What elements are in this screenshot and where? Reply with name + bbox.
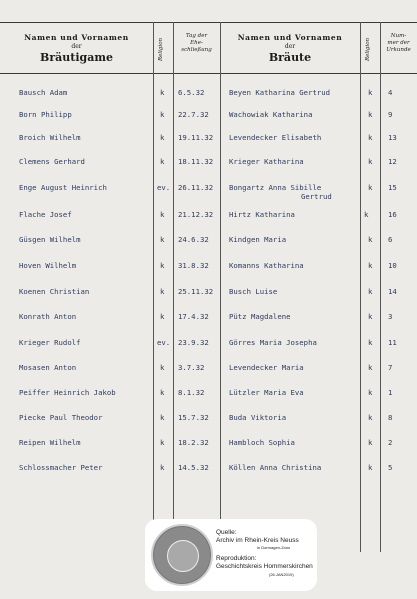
society-seal-icon: [151, 524, 213, 586]
bride-column-header: [220, 23, 360, 73]
certificate-number: 12: [388, 157, 397, 166]
nr-header-line1: Num-: [390, 33, 407, 39]
groom-religion: k: [160, 235, 165, 244]
groom-religion: k: [160, 413, 165, 422]
religion1-column-header: [153, 23, 173, 73]
groom-name: Flache Josef: [19, 210, 72, 219]
groom-header-mid: der: [71, 43, 82, 50]
bride-religion: k: [368, 235, 373, 244]
number-column-header: [380, 23, 417, 73]
bride-religion: k: [368, 338, 373, 347]
marriage-date: 18.2.32: [178, 438, 209, 447]
table-row: [0, 413, 417, 427]
table-row: [0, 438, 417, 452]
bride-religion: k: [364, 210, 369, 219]
religion1-label: Religion: [158, 37, 164, 61]
source-value: Archiv im Rhein-Kreis Neuss: [216, 537, 299, 544]
groom-name: Enge August Heinrich: [19, 183, 107, 192]
groom-religion: k: [160, 210, 165, 219]
religion2-column-header: [360, 23, 380, 73]
date-header-line2: Ehe-: [190, 40, 203, 46]
certificate-number: 4: [388, 88, 393, 97]
marriage-date: 8.1.32: [178, 388, 205, 397]
date-header-line3: schließung: [181, 47, 212, 53]
marriage-date: 19.11.32: [178, 133, 214, 142]
bride-header-top: Namen und Vornamen: [237, 33, 343, 42]
archive-source-stamp: [145, 519, 317, 591]
marriage-date: 18.11.32: [178, 157, 214, 166]
groom-name: Schlossmacher Peter: [19, 463, 103, 472]
bride-name: Busch Luise: [229, 287, 278, 296]
table-row: [0, 261, 417, 275]
table-row: [0, 363, 417, 377]
table-row: [0, 388, 417, 402]
marriage-date: 24.6.32: [178, 235, 209, 244]
marriage-date: 6.5.32: [178, 88, 205, 97]
bride-name: Lützler Maria Eva: [229, 388, 304, 397]
certificate-number: 7: [388, 363, 393, 372]
groom-religion: k: [160, 287, 165, 296]
marriage-date: 14.5.32: [178, 463, 209, 472]
bride-religion: k: [368, 183, 373, 192]
groom-religion: k: [160, 157, 165, 166]
bride-name: Pütz Magdalene: [229, 312, 291, 321]
bride-religion: k: [368, 157, 373, 166]
groom-religion: k: [160, 312, 165, 321]
certificate-number: 15: [388, 183, 397, 192]
bride-religion: k: [368, 287, 373, 296]
bride-name: Hambloch Sophia: [229, 438, 295, 447]
groom-name: Piecke Paul Theodor: [19, 413, 103, 422]
certificate-number: 5: [388, 463, 393, 472]
groom-religion: k: [160, 438, 165, 447]
marriage-date: 22.7.32: [178, 110, 209, 119]
marriage-date: 3.7.32: [178, 363, 205, 372]
table-row: [0, 338, 417, 352]
marriage-date: 17.4.32: [178, 312, 209, 321]
groom-name: Mosasen Anton: [19, 363, 77, 372]
source-label: Quelle:: [216, 529, 237, 536]
certificate-number: 3: [388, 312, 393, 321]
bride-header-mid: der: [284, 43, 296, 50]
bride-name: Levendecker Elisabeth: [229, 133, 322, 142]
table-row: [0, 235, 417, 249]
certificate-number: 9: [388, 110, 393, 119]
bride-religion: k: [368, 363, 373, 372]
groom-name: Hoven Wilhelm: [19, 261, 77, 270]
certificate-number: 11: [388, 338, 397, 347]
table-row: [0, 312, 417, 326]
certificate-number: 14: [388, 287, 397, 296]
groom-religion: ev.: [157, 338, 171, 347]
bride-religion: k: [368, 88, 373, 97]
bride-religion: k: [368, 438, 373, 447]
table-row: [0, 463, 417, 477]
groom-name: Krieger Rudolf: [19, 338, 81, 347]
marriage-date: 21.12.32: [178, 210, 214, 219]
groom-name: Born Philipp: [19, 110, 72, 119]
groom-religion: k: [160, 88, 165, 97]
reproduction-label: Reproduktion:: [216, 555, 257, 562]
marriage-date: 26.11.32: [178, 183, 214, 192]
groom-religion: k: [160, 363, 165, 372]
groom-name: Broich Wilhelm: [19, 133, 81, 142]
nr-header-line2: mer der: [387, 40, 410, 46]
bride-name: Bongartz Anna Sibille: [229, 183, 322, 192]
bride-name: Beyen Katharina Gertrud: [229, 88, 331, 97]
groom-religion: k: [160, 388, 165, 397]
date-column-header: [173, 23, 220, 73]
groom-religion: k: [160, 110, 165, 119]
certificate-number: 10: [388, 261, 397, 270]
table-row: [0, 110, 417, 124]
bride-name: Wachowiak Katharina: [229, 110, 313, 119]
bride-name: Buda Viktoria: [229, 413, 287, 422]
groom-religion: k: [160, 261, 165, 270]
marriage-date: 23.9.32: [178, 338, 209, 347]
bride-name: Kindgen Maria: [229, 235, 287, 244]
source-sub: in Dormagen-Zons: [257, 545, 291, 550]
certificate-number: 2: [388, 438, 393, 447]
nr-header-line3: Urkunde: [386, 47, 411, 53]
bride-name: Levendecker Maria: [229, 363, 304, 372]
certificate-number: 16: [388, 210, 397, 219]
certificate-number: 8: [388, 413, 393, 422]
marriage-date: 15.7.32: [178, 413, 209, 422]
table-header: [0, 22, 417, 74]
groom-name: Bausch Adam: [19, 88, 68, 97]
groom-religion: k: [160, 463, 165, 472]
groom-name: Güsgen Wilhelm: [19, 235, 81, 244]
bride-name-continued: Gertrud: [301, 192, 332, 201]
bride-religion: k: [368, 110, 373, 119]
bride-header-title: Bräute: [268, 51, 312, 64]
certificate-number: 13: [388, 133, 397, 142]
groom-name: Koenen Christian: [19, 287, 90, 296]
groom-column-header: [0, 23, 153, 73]
marriage-date: 25.11.32: [178, 287, 214, 296]
bride-religion: k: [368, 133, 373, 142]
certificate-number: 1: [388, 388, 393, 397]
table-row: [0, 210, 417, 224]
table-row: [0, 88, 417, 102]
bride-religion: k: [368, 463, 373, 472]
groom-name: Reipen Wilhelm: [19, 438, 81, 447]
groom-religion: ev.: [157, 183, 171, 192]
groom-header-top: Namen und Vornamen: [24, 33, 129, 42]
bride-religion: k: [368, 312, 373, 321]
bride-name: Komanns Katharina: [229, 261, 304, 270]
table-row: [0, 183, 417, 205]
marriage-date: 31.8.32: [178, 261, 209, 270]
religion2-label: Religion: [365, 37, 371, 61]
date-header-line1: Tag der: [185, 33, 208, 39]
reproduction-date: (26.JAN2019): [269, 572, 294, 577]
table-row: [0, 287, 417, 301]
groom-header-title: Bräutigame: [40, 51, 113, 64]
bride-name: Görres Maria Josepha: [229, 338, 317, 347]
reproduction-value: Geschichtskreis Hommerskirchen: [216, 563, 313, 570]
table-row: [0, 157, 417, 171]
bride-religion: k: [368, 413, 373, 422]
bride-name: Köllen Anna Christina: [229, 463, 322, 472]
table-row: [0, 133, 417, 147]
bride-religion: k: [368, 261, 373, 270]
bride-religion: k: [368, 388, 373, 397]
bride-name: Hirtz Katharina: [229, 210, 295, 219]
groom-religion: k: [160, 133, 165, 142]
groom-name: Clemens Gerhard: [19, 157, 85, 166]
groom-name: Konrath Anton: [19, 312, 77, 321]
certificate-number: 6: [388, 235, 393, 244]
groom-name: Peiffer Heinrich Jakob: [19, 388, 116, 397]
bride-name: Krieger Katharina: [229, 157, 304, 166]
